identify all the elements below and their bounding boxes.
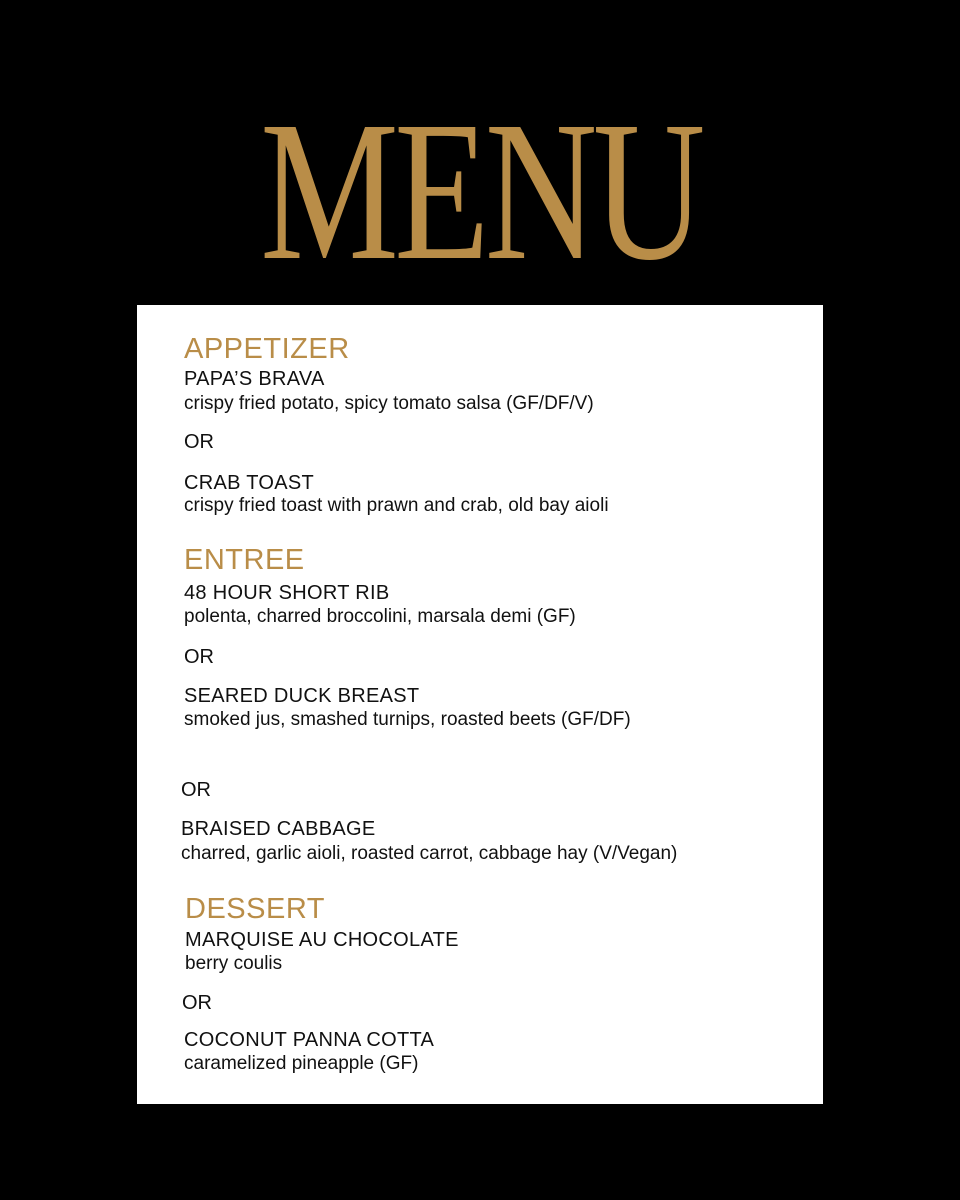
item-name: MARQUISE AU CHOCOLATE (185, 929, 459, 951)
item-description: polenta, charred broccolini, marsala demi (GF) (184, 606, 576, 627)
item-name: COCONUT PANNA COTTA (184, 1029, 435, 1051)
section-heading-entree: ENTREE (184, 544, 305, 576)
menu-title: MENU (260, 81, 701, 302)
item-name: CRAB TOAST (184, 472, 315, 494)
item-name: SEARED DUCK BREAST (184, 685, 420, 707)
or-divider: OR (184, 431, 214, 453)
item-description: berry coulis (185, 953, 283, 974)
item-name: PAPA’S BRAVA (184, 368, 325, 390)
section-heading-dessert: DESSERT (185, 893, 325, 925)
section-heading-appetizer: APPETIZER (184, 333, 350, 365)
or-divider: OR (184, 646, 214, 668)
item-description: caramelized pineapple (GF) (184, 1053, 419, 1074)
item-description: smoked jus, smashed turnips, roasted beets (GF/DF) (184, 709, 631, 730)
or-divider: OR (181, 779, 211, 801)
item-description: crispy fried toast with prawn and crab, old bay aioli (184, 495, 609, 516)
item-description: charred, garlic aioli, roasted carrot, cabbage hay (V/Vegan) (181, 843, 678, 864)
item-name: 48 HOUR SHORT RIB (184, 582, 390, 604)
item-name: BRAISED CABBAGE (181, 818, 376, 840)
menu-card (137, 305, 823, 1104)
or-divider: OR (182, 992, 212, 1014)
item-description: crispy fried potato, spicy tomato salsa (GF/DF/V) (184, 393, 594, 414)
